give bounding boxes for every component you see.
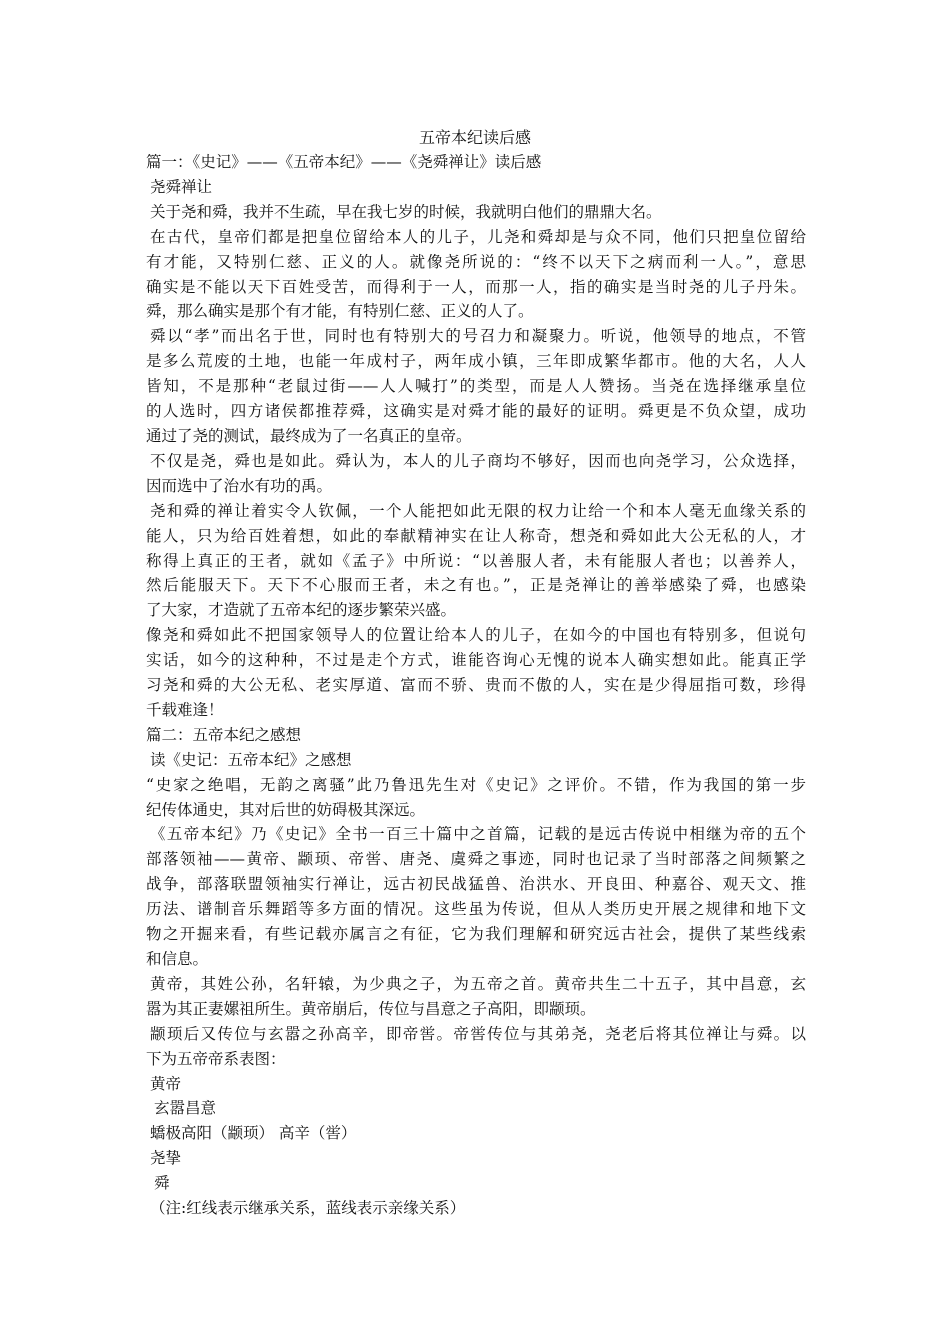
text-line: 千载难逢！: [146, 700, 224, 719]
text-line: 的人选时，四方诸侯都推荐舜，这确实是对舜才能的最好的证明。舜更是不负众望，成功: [146, 402, 806, 421]
text-line: 《五帝本纪》乃《史记》全书一百三十篇中之首篇，记载的是远古传说中相继为帝的五个: [150, 825, 806, 844]
text-line: 物之开掘来看，有些记载亦属言之有征，它为我们理解和研究远古社会，提供了某些线索: [146, 925, 806, 944]
text-line: 和信息。: [146, 950, 209, 968]
text-line: 玄嚣昌意: [154, 1099, 217, 1118]
text-line: 下为五帝帝系表图：: [146, 1049, 286, 1068]
text-line: 嚣为其正妻嫘祖所生。黄帝崩后，传位与昌意之子高阳，即颛顼。: [146, 999, 596, 1018]
text-line: 尧挚: [150, 1149, 182, 1168]
text-line: 习尧和舜的大公无私、老实厚道、富而不骄、贵而不傲的人，实在是少得屈指可数，珍得: [146, 676, 806, 695]
text-line: 然后能服天下。天下不心服而王者，未之有也。”，正是尧禅让的善举感染了舜，也感染: [146, 576, 806, 595]
text-line: 因而选中了治水有功的禹。: [146, 476, 333, 495]
text-line: 实话，如今的这种种，不过是走个方式，谁能咨询心无愧的说本人确实想如此。能真正学: [146, 651, 806, 670]
text-line: 确实是不能以天下百姓受苦，而得利于一人，而那一人，指的确实是当时尧的儿子丹朱。: [146, 277, 806, 296]
text-line: “史家之绝唱，无韵之离骚”此乃鲁迅先生对《史记》之评价。不错，作为我国的第一步: [146, 775, 806, 794]
text-line: 皆知，不是那种“老鼠过街——人人喊打”的类型，而是人人赞扬。当尧在选择继承皇位: [146, 377, 806, 396]
text-line: 战争，部落联盟领袖实行禅让，远古初民战猛兽、治洪水、开良田、种嘉谷、观天文、推: [146, 875, 806, 894]
text-line: 舜以“孝”而出名于世，同时也有特别大的号召力和凝聚力。听说，他领导的地点，不管: [150, 327, 806, 346]
text-line: 像尧和舜如此不把国家领导人的位置让给本人的儿子，在如今的中国也有特别多，但说句: [146, 626, 806, 645]
text-line: 篇二：五帝本纪之感想: [146, 725, 302, 744]
text-line: 通过了尧的测试，最终成为了一名真正的皇帝。: [146, 426, 472, 445]
text-line: 历法、谱制音乐舞蹈等多方面的情况。这些虽为传说，但从人类历史开展之规律和地下文: [146, 900, 806, 919]
text-line: 不仅是尧，舜也是如此。舜认为，本人的儿子商均不够好，因而也向尧学习，公众选择，: [150, 451, 806, 470]
text-line: 蟜极高阳（颛顼） 高辛（喾）: [150, 1124, 357, 1143]
document-body: [146, 150, 806, 1221]
text-line: 读《史记：五帝本纪》之感想: [150, 750, 352, 769]
text-line: 尧和舜的禅让着实令人钦佩，一个人能把如此无限的权力让给一个和本人毫无血缘关系的: [150, 501, 806, 520]
document-title: 五帝本纪读后感: [418, 128, 531, 147]
text-line: 称得上真正的王者，就如《孟子》中所说：“以善服人者，未有能服人者也；以善养人，: [146, 551, 806, 570]
text-line: 颛顼后又传位与玄嚣之孙高辛，即帝喾。帝喾传位与其弟尧，尧老后将其位禅让与舜。以: [150, 1024, 806, 1043]
text-line: 黄帝: [150, 1074, 182, 1093]
text-line: 篇一：《史记》——《五帝本纪》——《尧舜禅让》读后感: [146, 153, 542, 171]
text-line: 在古代，皇帝们都是把皇位留给本人的儿子，儿尧和舜却是与众不同，他们只把皇位留给: [150, 227, 806, 246]
text-line: 纪传体通史，其对后世的妨碍极其深远。: [146, 800, 426, 819]
text-line: 尧舜禅让: [150, 177, 213, 196]
text-line: 能人，只为给百姓着想，如此的奉献精神实在让人称奇，想尧和舜如此大公无私的人，才: [146, 526, 806, 545]
text-line: 部落领袖——黄帝、颛顼、帝喾、唐尧、虞舜之事迹，同时也记录了当时部落之间频繁之: [146, 850, 806, 869]
text-line: 关于尧和舜，我并不生疏，早在我七岁的时候，我就明白他们的鼎鼎大名。: [150, 202, 662, 221]
text-line: （注:红线表示继承关系，蓝线表示亲缘关系）: [150, 1199, 466, 1218]
text-line: 黄帝，其姓公孙，名轩辕，为少典之子，为五帝之首。黄帝共生二十五子，其中昌意，玄: [150, 974, 806, 993]
text-line: 有才能，又特别仁慈、正义的人。就像尧所说的：“终不以天下之病而利一人。”，意思: [146, 252, 806, 271]
text-line: 了大家，才造就了五帝本纪的逐步繁荣兴盛。: [146, 601, 457, 620]
text-line: 是多么荒废的土地，也能一年成村子，两年成小镇，三年即成繁华都市。他的大名，人人: [146, 352, 806, 371]
text-line: 舜，那么确实是那个有才能，有特别仁慈、正义的人了。: [146, 302, 534, 321]
text-line: 舜: [154, 1174, 170, 1193]
